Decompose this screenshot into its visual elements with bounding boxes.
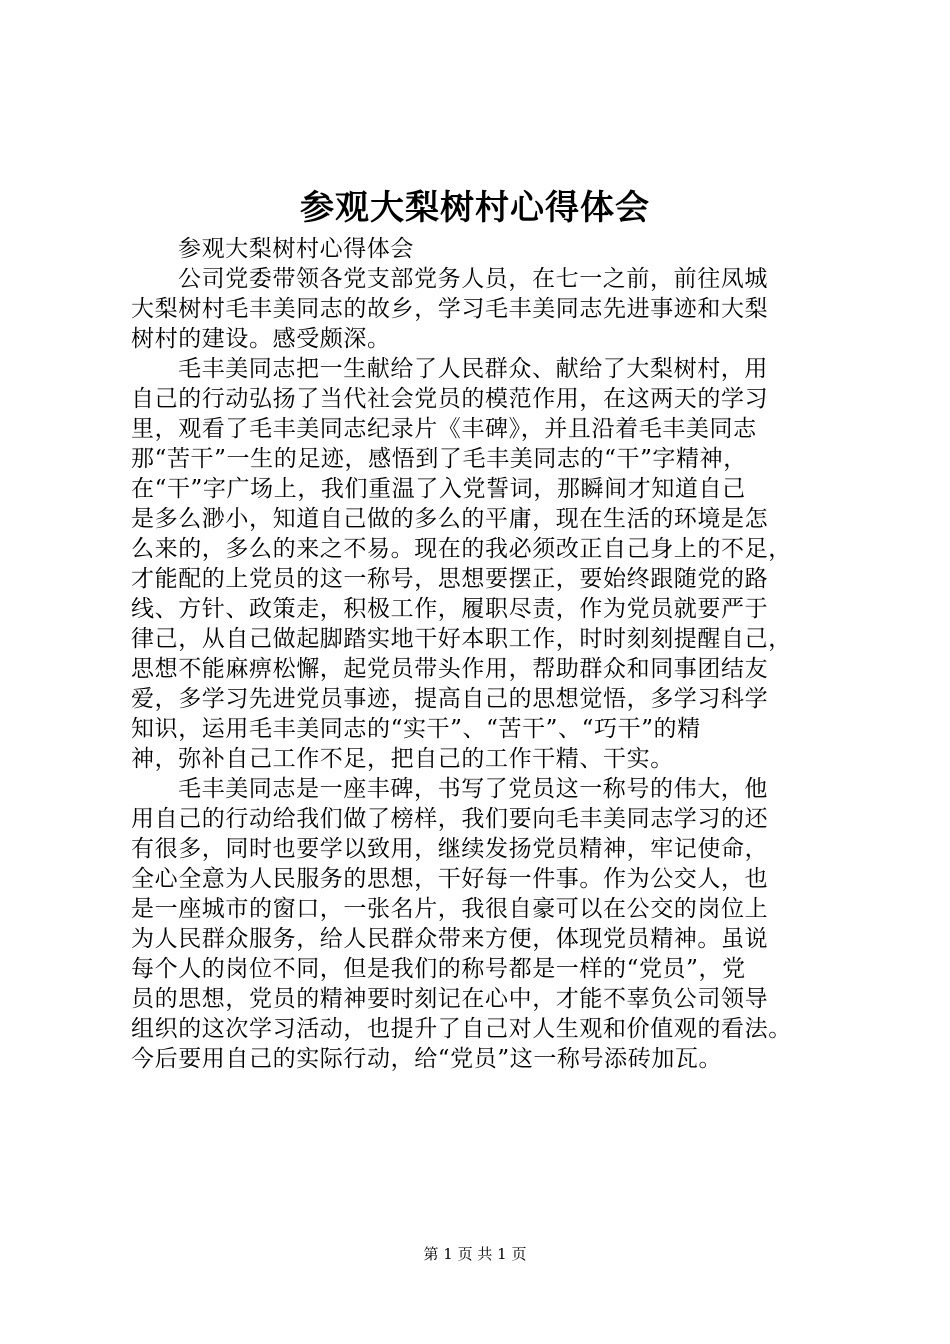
paragraph-2-line: 律己，从自己做起脚踏实地干好本职工作，时时刻刻提醒自己，: [131, 626, 792, 652]
paragraph-2-line: 爱，多学习先进党员事迹，提高自己的思想觉悟，多学习科学: [131, 686, 769, 712]
paragraph-2-line: 在“干”字广场上，我们重温了入党誓词，那瞬间才知道自己: [131, 476, 746, 502]
paragraph-2-line: 线、方针、政策走，积极工作，履职尽责，作为党员就要严于: [131, 596, 769, 622]
paragraph-2-line: 才能配的上党员的这一称号，思想要摆正，要始终跟随党的路: [131, 566, 769, 592]
page-title: 参观大梨树村心得体会: [300, 188, 650, 228]
paragraph-1-line: 公司党委带领各党支部党务人员，在七一之前，前往凤城: [178, 266, 768, 292]
paragraph-2-line: 思想不能麻痹松懈，起党员带头作用，帮助群众和同事团结友: [131, 656, 769, 682]
paragraph-2-line: 神，弥补自己工作不足，把自己的工作干精、干实。: [131, 746, 674, 772]
paragraph-2-line: 是多么渺小，知道自己做的多么的平庸，现在生活的环境是怎: [131, 506, 769, 532]
paragraph-3-line: 全心全意为人民服务的思想，干好每一件事。作为公交人，也: [131, 866, 769, 892]
paragraph-2-line: 知识，运用毛丰美同志的“实干”、“苦干”、“巧干”的精: [131, 716, 701, 742]
paragraph-1-line: 大梨树村毛丰美同志的故乡，学习毛丰美同志先进事迹和大梨: [131, 296, 769, 322]
subtitle-line: 参观大梨树村心得体会: [178, 236, 414, 262]
page-footer: 第 1 页 共 1 页: [423, 1245, 527, 1263]
paragraph-3-line: 是一座城市的窗口，一张名片，我很自豪可以在公交的岗位上: [131, 896, 769, 922]
paragraph-3-line: 员的思想，党员的精神要时刻记在心中，才能不辜负公司领导: [131, 986, 769, 1012]
paragraph-3-line: 毛丰美同志是一座丰碑，书写了党员这一称号的伟大，他: [178, 776, 768, 802]
paragraph-3-line: 组织的这次学习活动，也提升了自己对人生观和价值观的看法。: [131, 1016, 792, 1042]
paragraph-3-line: 为人民群众服务，给人民群众带来方便，体现党员精神。虽说: [131, 926, 769, 952]
document-body: [131, 234, 843, 1074]
paragraph-2-line: 里，观看了毛丰美同志纪录片《丰碑》，并且沿着毛丰美同志: [131, 416, 757, 442]
paragraph-3-line: 今后要用自己的实际行动，给“党员”这一称号添砖加瓦。: [131, 1046, 723, 1072]
paragraph-2-line: 么来的，多么的来之不易。现在的我必须改正自己身上的不足，: [131, 536, 792, 562]
paragraph-3-line: 每个人的岗位不同，但是我们的称号都是一样的“党员”，党: [131, 956, 746, 982]
paragraph-2-line: 那“苦干”一生的足迹，感悟到了毛丰美同志的“干”字精神，: [131, 446, 747, 472]
paragraph-3-line: 有很多，同时也要学以致用，继续发扬党员精神，牢记使命，: [131, 836, 769, 862]
paragraph-3-line: 用自己的行动给我们做了榜样，我们要向毛丰美同志学习的还: [131, 806, 769, 832]
paragraph-2-line: 自己的行动弘扬了当代社会党员的模范作用，在这两天的学习: [131, 386, 769, 412]
paragraph-1-line: 树村的建设。感受颇深。: [131, 326, 391, 352]
paragraph-2-line: 毛丰美同志把一生献给了人民群众、献给了大梨树村，用: [178, 356, 768, 382]
